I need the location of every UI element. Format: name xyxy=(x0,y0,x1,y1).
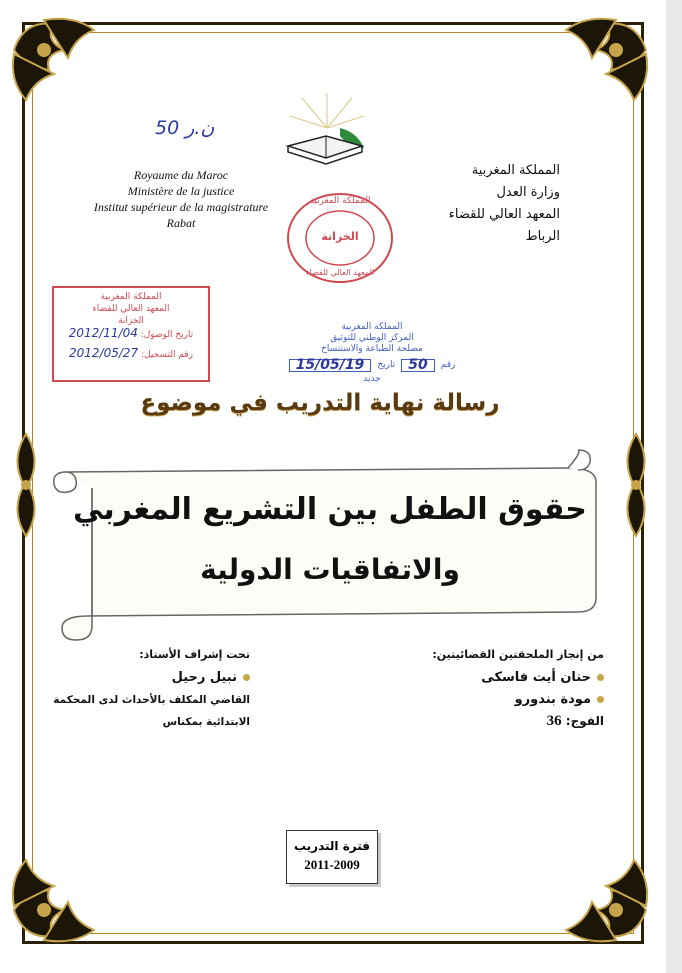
stamp-blue-line: مصلحة الطباعة والاستنساخ xyxy=(321,344,423,354)
stamp-blue-bottom: جديد xyxy=(363,374,381,384)
stamp-date-label: تاريخ xyxy=(377,360,396,370)
scroll-banner xyxy=(48,448,608,644)
stamp-round-bottom: المعهد العالي للقضاء xyxy=(305,268,375,277)
supervisor-role-line1: القاضي المكلف بالأحداث لدى المحكمة xyxy=(53,694,250,706)
corner-ornament-top-right xyxy=(556,10,656,110)
stamp-number-label: رقم xyxy=(440,360,456,370)
stamp-rect-line: الخزانة xyxy=(118,316,144,326)
author-item xyxy=(400,689,604,711)
stamp-blue-fields xyxy=(262,359,482,372)
author-name: مودة بندورو xyxy=(514,692,591,707)
supervisor-role-line2: الابتدائية بمكناس xyxy=(162,716,250,728)
handwritten-note: 50 ن.ر xyxy=(155,117,215,139)
corner-ornament-bottom-left xyxy=(4,850,104,950)
stamp-blue-line: المملكة المغربية xyxy=(341,322,403,332)
cohort-line xyxy=(400,713,604,730)
bullet-icon xyxy=(597,696,604,703)
arabic-header-line: المعهد العالي للقضاء xyxy=(448,207,560,222)
stamp-blue-line: المركز الوطني للتوثيق xyxy=(330,333,414,343)
emblem-book-icon xyxy=(282,88,372,168)
stamp-number-value: 50 xyxy=(401,359,434,372)
arabic-header xyxy=(400,160,560,248)
cohort-value: 36 xyxy=(546,713,562,729)
side-ornament-left xyxy=(8,430,44,540)
stamp-rect-arrival xyxy=(54,327,208,341)
thesis-subtitle: رسالة نهاية التدريب في موضوع xyxy=(140,390,500,416)
arrival-value: 2012/11/04 xyxy=(68,327,138,340)
bullet-icon xyxy=(243,674,250,681)
french-header-line: Ministère de la justice xyxy=(127,184,235,198)
supervisor-section xyxy=(53,648,250,733)
arabic-header-line: وزارة العدل xyxy=(496,185,560,200)
arabic-header-line: الرباط xyxy=(525,229,560,244)
side-ornament-right xyxy=(618,430,654,540)
thesis-title-line1: حقوق الطفل بين التشريع المغربي xyxy=(73,492,587,527)
supervisor-item xyxy=(60,667,250,689)
training-period-box xyxy=(286,830,378,884)
stamp-rect-line: المملكة المغربية xyxy=(100,292,162,302)
supervisor-name: نبيل رحيل xyxy=(171,670,237,685)
stamp-round-top: المملكة المغربية xyxy=(309,196,371,206)
french-header-line: Royaume du Maroc xyxy=(133,168,229,182)
arrival-label: تاريخ الوصول: xyxy=(140,330,194,340)
authors-section xyxy=(400,648,604,730)
supervisor-heading: تحت إشراف الأستاذ: xyxy=(139,648,250,661)
stamp-rect-line: المعهد العالي للقضاء xyxy=(92,304,170,314)
training-period-years: 2011-2009 xyxy=(304,857,360,872)
library-stamp-round xyxy=(284,190,396,286)
number-value: 2012/05/27 xyxy=(69,347,139,360)
training-period-label: فترة التدريب xyxy=(293,839,371,853)
corner-ornament-bottom-right xyxy=(556,850,656,950)
number-label: رقم التسجيل: xyxy=(141,350,193,360)
cohort-label: الفوج: xyxy=(565,714,604,728)
french-header xyxy=(66,167,296,231)
registration-stamp xyxy=(52,286,210,382)
french-header-line: Institut supérieur de la magistrature xyxy=(93,200,269,214)
documentation-center-stamp xyxy=(262,322,482,392)
thesis-title-line2: والاتفاقيات الدولية xyxy=(200,553,460,586)
stamp-rect-number xyxy=(54,347,208,361)
arabic-header-line: المملكة المغربية xyxy=(471,163,560,178)
corner-ornament-top-left xyxy=(4,10,104,110)
french-header-line: Rabat xyxy=(166,216,196,230)
authors-heading: من إنجاز الملحقتين القضائيتين: xyxy=(432,648,604,661)
stamp-round-center: الخزانة xyxy=(321,230,359,243)
bullet-icon xyxy=(597,674,604,681)
author-name: حنان أيت فاسكى xyxy=(481,670,591,685)
stamp-date-value: 15/05/19 xyxy=(289,359,372,372)
author-item xyxy=(400,667,604,689)
